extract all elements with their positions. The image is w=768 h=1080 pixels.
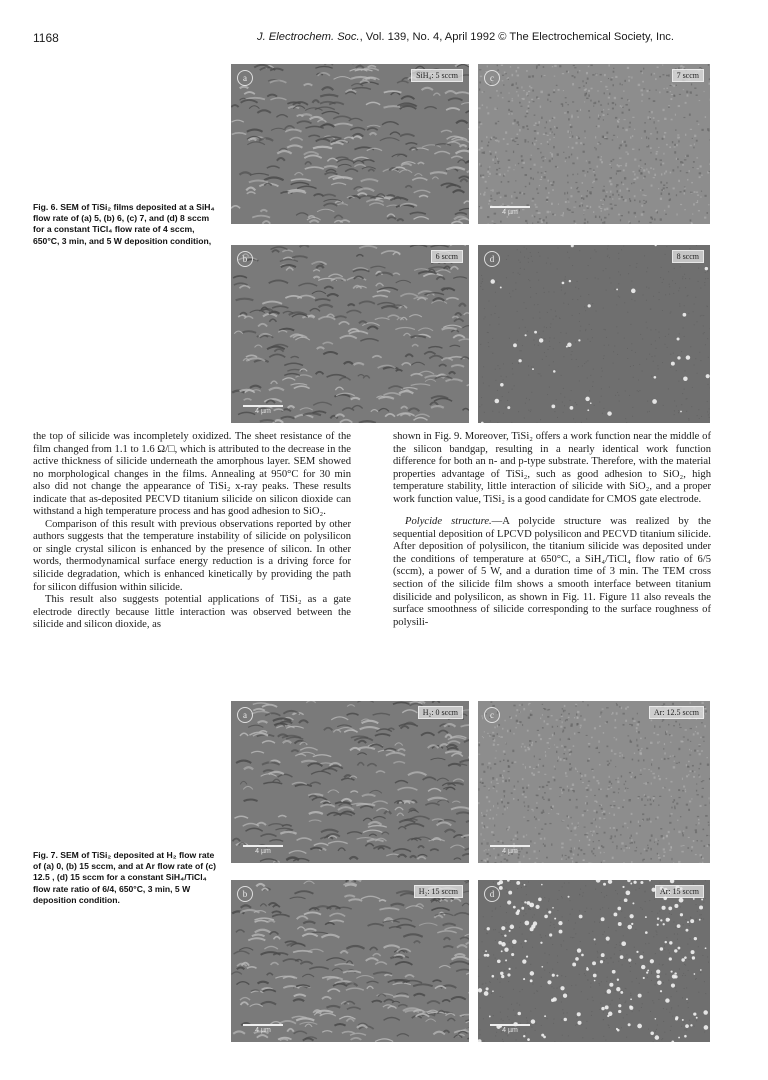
fig7-panel-d [478,880,710,1042]
running-head [257,31,674,43]
paragraph: This result also suggests potential applications of TiSi₂ as a gate electrode directly because little interaction was observed between the silicide and silicon dioxide, as [33,594,351,631]
fig7-panel-c [478,701,710,863]
panel-condition-label: H₂: 15 sccm [414,885,463,898]
panel-letter: a [237,70,253,86]
panel-condition-label: Ar: 12.5 sccm [649,706,704,719]
panel-condition-label: 8 sccm [672,250,704,263]
panel-letter: d [484,886,500,902]
fig7-panel-a [231,701,469,863]
panel-condition-label: 7 sccm [672,69,704,82]
fig6-panel-b [231,245,469,423]
panel-condition-label: Ar: 15 sccm [655,885,704,898]
fig6-caption-text: Fig. 6. SEM of TiSi₂ films deposited at a SiH₄ flow rate of (a) 5, (b) 6, (c) 7, and (d) 8 sccm for a constant TiCl₄ flow rate of 4 sccm, 650°C, 3 min, and 5 W deposition condition, [33,202,215,246]
paragraph: shown in Fig. 9. Moreover, TiSi₂ offers a work function near the middle of the silicon bandgap, resulting in a nearly identical work function difference for both an n- and p-type substrate. Therefore, with the material properties advantage of TiSi₂, such as good adhesion to SiO₂, high temperature stability, little interaction of silicide with SiO₂, and a proper work function value, TiSi₂ is a good candidate for CMOS gate electrode. [393,431,711,505]
fig6-panel-c [478,64,710,224]
scale-bar: 4 µm [490,206,530,216]
scale-bar: 4 µm [243,405,283,415]
paragraph: Comparison of this result with previous observations reported by other authors suggests that the temperature instability of silicide on polysilicon or single crystal silicon is enhanced by the presence of silicon. In other words, thermodynamical surface energy reduction is a driving force for silicide degradation, which is enhanced kinetically by providing the path for silicon diffusion within silicide. [33,518,351,593]
section-heading: Polycide structure. [405,516,492,528]
journal-name: J. Electrochem. Soc. [257,31,360,43]
panel-letter: c [484,707,500,723]
fig7-panel-b [231,880,469,1042]
fig6-panel-a [231,64,469,224]
fig7-caption [33,850,218,906]
panel-letter: b [237,886,253,902]
page-number: 1168 [33,31,59,45]
panel-condition-label: H₂: 0 sccm [418,706,463,719]
paragraph [393,516,711,629]
scale-bar: 4 µm [243,845,283,855]
panel-letter: c [484,70,500,86]
scale-bar: 4 µm [490,1024,530,1034]
fig7-caption-text: Fig. 7. SEM of TiSi₂ deposited at H₂ flow rate of (a) 0, (b) 15 sccm, and at Ar flow rate of (c) 12.5 , (d) 15 sccm for a constant SiH₄/TiCl₄ flow rate ratio of 6/4, 650°C, 3 min, 5 W deposition condition. [33,850,217,905]
scale-bar: 4 µm [243,1024,283,1034]
panel-condition-label: 6 sccm [431,250,463,263]
body-column-right [393,431,711,629]
scale-bar: 4 µm [490,845,530,855]
panel-letter: a [237,707,253,723]
paragraph-text: —A polycide structure was realized by the sequential deposition of LPCVD polysilicon and PECVD titanium silicide. After deposition of polysilicon, the titanium silicide was deposited under the conditions of temperature at 650°C, a SiH₄/TiCl₄ flow ratio of 6/5 (sccm), a power of 5 W, and a duration time of 3 min. The TEM cross section of the silicide film shows a smooth interface between titanium disilicide and polysilicon, as shown in Fig. 11. Figure 11 also reveals the surface smoothness of silicide corresponding to the surface roughness of polysili- [393,516,711,628]
panel-condition-label: SiH₄: 5 sccm [411,69,463,82]
body-column-left [33,431,351,632]
fig6-panel-d [478,245,710,423]
fig6-caption [33,202,218,247]
panel-letter: b [237,251,253,267]
volume-info: , Vol. 139, No. 4, April 1992 © The Electrochemical Society, Inc. [359,31,674,43]
panel-letter: d [484,251,500,267]
paragraph: the top of silicide was incompletely oxidized. The sheet resistance of the film changed from 1.1 to 1.6 Ω/□, which is attributed to the decrease in the active thickness of silicide underneath the amorphous layer. SEM showed no morphological changes in the films. Annealing at 950°C for 30 min also did not change the appearance of TiSi₂ x-ray peaks. These results indicate that as-deposited PECVD titanium silicide on silicon dioxide can withstand a high temperature process and has good adhesion to SiO₂. [33,431,351,518]
